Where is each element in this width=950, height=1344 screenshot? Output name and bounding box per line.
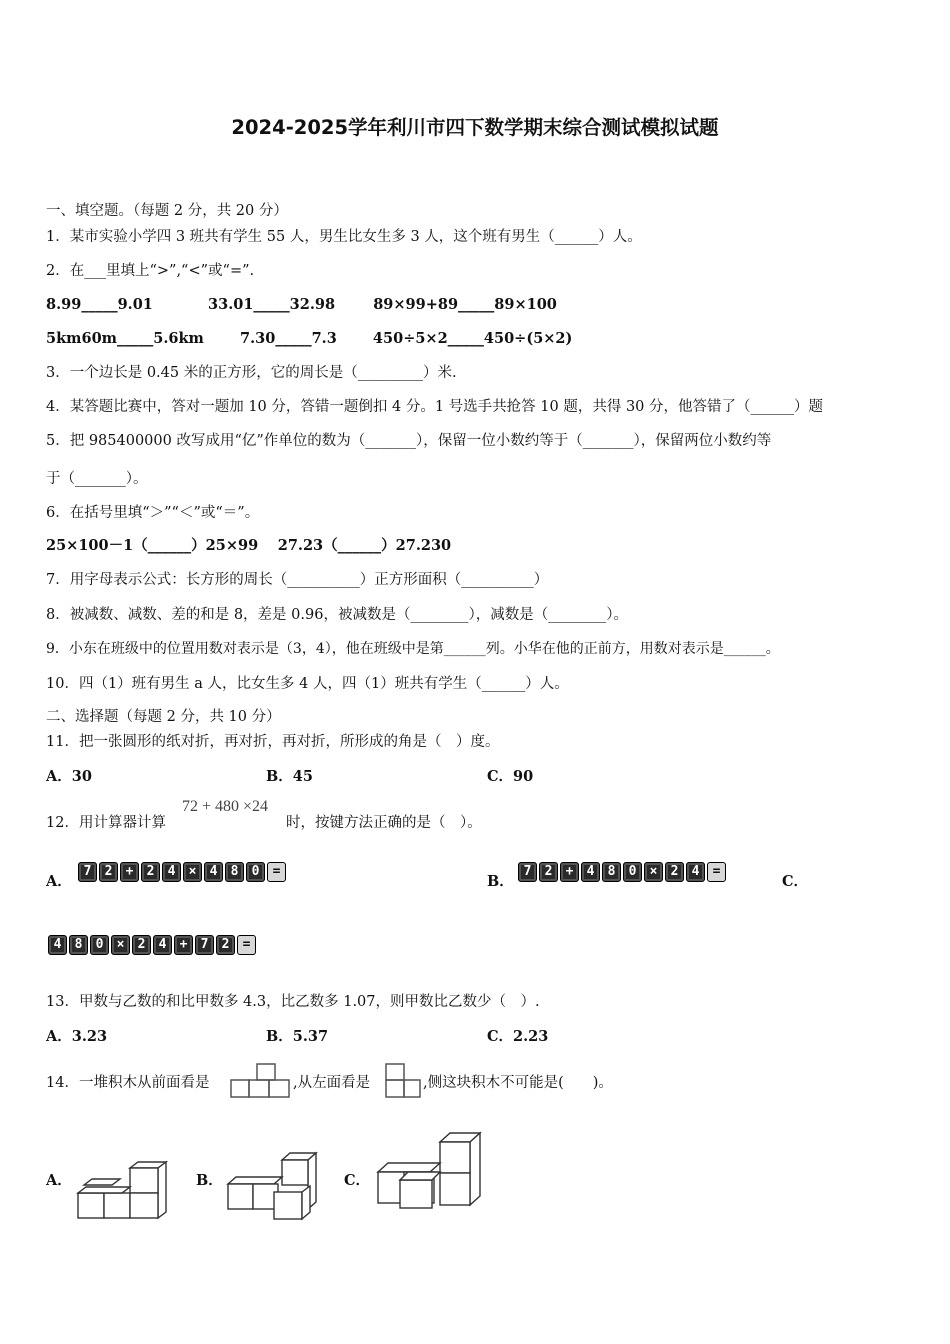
compare-item: 8.99_____9.01: [46, 296, 153, 313]
question-6: 6．在括号里填“＞”“＜”或“＝”。: [46, 505, 260, 521]
calculator-key: +: [120, 862, 139, 882]
calculator-key: 4: [686, 862, 705, 882]
q12-formula: 72 + 480 ×24: [182, 798, 269, 815]
q13-option-b: B．5.37: [266, 1028, 329, 1045]
question-14-part-1: 14．一堆积木从前面看是: [46, 1075, 210, 1091]
q12-option-b-label: B．: [487, 873, 514, 890]
calculator-key: 2: [132, 935, 151, 955]
section-heading-2: 二、选择题（每题 2 分，共 10 分）: [46, 709, 281, 725]
question-13: 13．甲数与乙数的和比甲数多 4.3，比乙数多 1.07，则甲数比乙数少（ ）.: [46, 994, 540, 1010]
q14-option-b-blocks: [226, 1150, 320, 1224]
q14-option-b-label: B．: [196, 1172, 223, 1189]
question-2-row-2: [46, 329, 572, 349]
calculator-key: =: [237, 935, 256, 955]
calculator-key: 7: [78, 862, 97, 882]
question-8: 8．被减数、减数、差的和是 8，差是 0.96，被减数是（________），减数是（________）。: [46, 607, 628, 623]
q13-option-a: A．3.23: [46, 1028, 108, 1045]
calculator-key: ×: [111, 935, 130, 955]
compare-item: 5km60m_____5.6km: [46, 330, 204, 347]
section-heading-1: 一、填空题。（每题 2 分，共 20 分）: [46, 203, 288, 219]
calculator-key: 2: [216, 935, 235, 955]
calculator-key: =: [707, 862, 726, 882]
calculator-key: 2: [141, 862, 160, 882]
calculator-key: 8: [225, 862, 244, 882]
calculator-key: +: [174, 935, 193, 955]
q12-option-c-keys: [48, 935, 256, 955]
calculator-key: 0: [623, 862, 642, 882]
question-6-row: 25×100－1（______）25×99 27.23（______）27.230: [46, 537, 452, 554]
calculator-key: ×: [644, 862, 663, 882]
calculator-key: 7: [518, 862, 537, 882]
q11-option-b: B．45: [266, 768, 313, 785]
question-14-part-3: ,侧这块积木不可能是( )。: [423, 1075, 613, 1091]
calculator-key: 8: [602, 862, 621, 882]
question-3: 3．一个边长是 0.45 米的正方形，它的周长是（_________）米.: [46, 365, 457, 381]
q13-option-c: C．2.23: [487, 1028, 549, 1045]
q12-option-a-label: A．: [46, 873, 72, 890]
question-2-row-1: [46, 295, 557, 315]
compare-item: 89×99+89_____89×100: [373, 296, 557, 313]
q12-option-c-label: C．: [782, 873, 809, 890]
question-14-part-2: ,从左面看是: [293, 1075, 371, 1091]
calculator-key: 2: [539, 862, 558, 882]
compare-item: 450÷5×2_____450÷(5×2): [372, 330, 573, 347]
calculator-key: 4: [581, 862, 600, 882]
question-10: 10．四（1）班有男生 a 人，比女生多 4 人，四（1）班共有学生（______）人。: [46, 676, 569, 692]
question-12-prefix: 12．用计算器计算: [46, 815, 166, 831]
q11-option-a: A．30: [46, 768, 92, 785]
left-view-figure: [383, 1062, 423, 1100]
calculator-key: ×: [183, 862, 202, 882]
q14-option-a-label: A．: [46, 1172, 72, 1189]
compare-item: 7.30_____7.3: [240, 330, 337, 347]
question-5-line-1: 5．把 985400000 改写成用“亿”作单位的数为（_______），保留一位小数约等于（_______），保留两位小数约等: [46, 433, 772, 449]
question-1: 1．某市实验小学四 3 班共有学生 55 人，男生比女生多 3 人，这个班有男生（______）人。: [46, 229, 642, 245]
q14-option-a-blocks: [74, 1158, 170, 1224]
question-9: 9．小东在班级中的位置用数对表示是（3，4），他在班级中是第______列。小华在他的正前方，用数对表示是______。: [46, 641, 780, 657]
question-4: 4．某答题比赛中，答对一题加 10 分，答错一题倒扣 4 分。1 号选手共抢答 10 题，共得 30 分，他答错了（______）题: [46, 399, 824, 415]
calculator-key: 8: [69, 935, 88, 955]
q14-option-c-label: C．: [344, 1172, 371, 1189]
q12-option-b-keys: [518, 862, 726, 882]
calculator-key: 4: [153, 935, 172, 955]
calculator-key: 4: [48, 935, 67, 955]
calculator-key: 4: [204, 862, 223, 882]
calculator-key: 2: [99, 862, 118, 882]
calculator-key: 0: [246, 862, 265, 882]
question-7: 7．用字母表示公式：长方形的周长（__________）正方形面积（__________）: [46, 572, 549, 588]
calculator-key: +: [560, 862, 579, 882]
calculator-key: 7: [195, 935, 214, 955]
page-title: 2024-2025学年利川市四下数学期末综合测试模拟试题: [231, 116, 719, 139]
compare-item: 33.01_____32.98: [208, 296, 336, 313]
calculator-key: 0: [90, 935, 109, 955]
q11-option-c: C．90: [487, 768, 534, 785]
calculator-key: =: [267, 862, 286, 882]
question-5-line-2: 于（_______）。: [46, 471, 148, 487]
question-11: 11．把一张圆形的纸对折，再对折，再对折，所形成的角是（ ）度。: [46, 734, 500, 750]
q12-option-a-keys: [78, 862, 286, 882]
question-2: 2．在___里填上“>”,“<”或“=”.: [46, 263, 255, 279]
question-12-suffix: 时，按键方法正确的是（ ）。: [286, 815, 482, 831]
front-view-figure: [229, 1062, 293, 1100]
q14-option-c-blocks: [374, 1130, 486, 1214]
calculator-key: 2: [665, 862, 684, 882]
calculator-key: 4: [162, 862, 181, 882]
